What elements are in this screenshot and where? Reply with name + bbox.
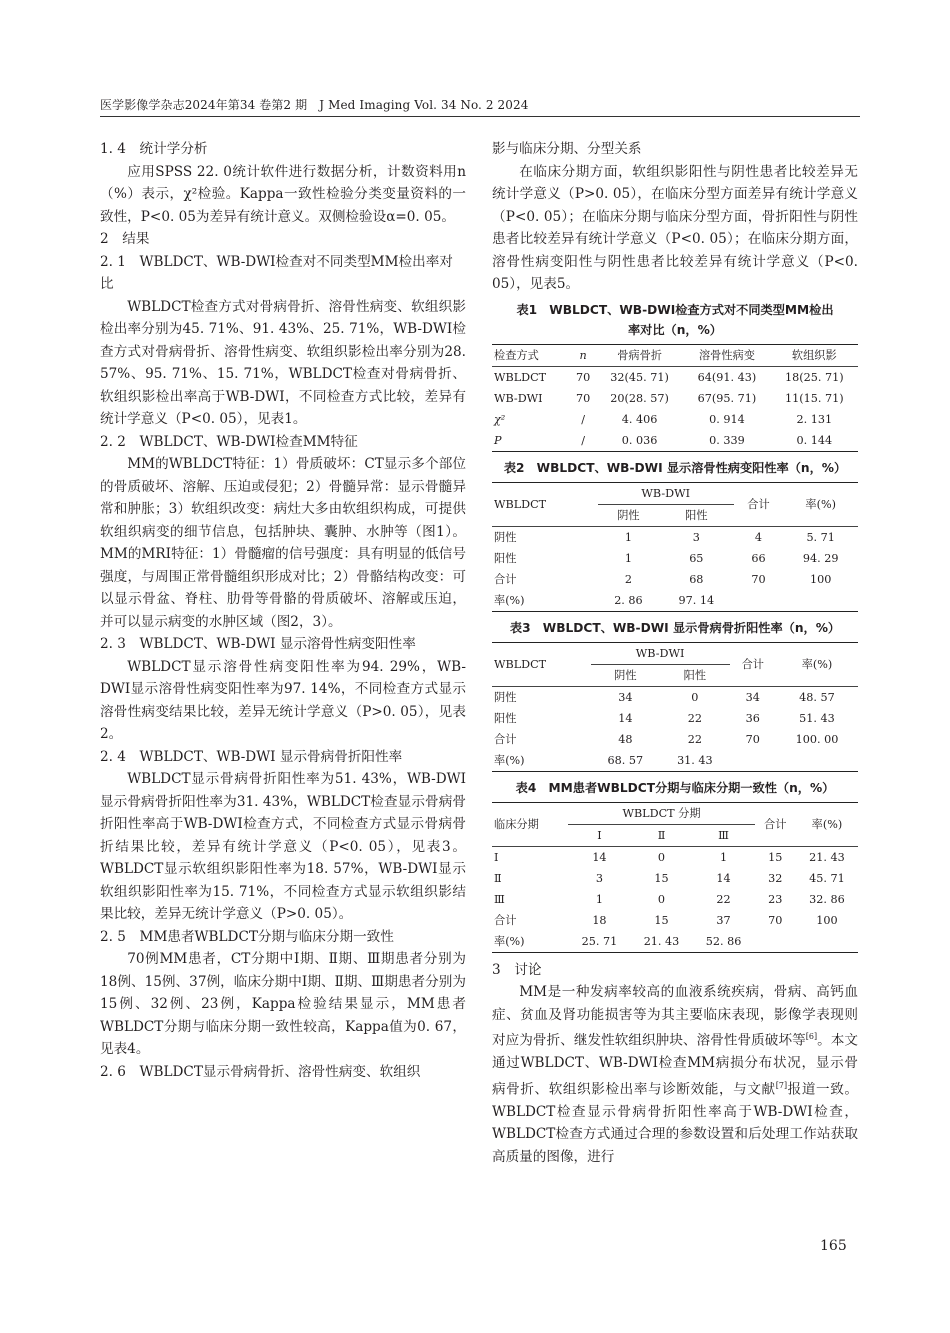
table-cell: 21. 43 <box>630 931 692 953</box>
table-row <box>492 931 858 953</box>
table1-caption <box>492 300 858 340</box>
table-cell: 68 <box>689 572 704 586</box>
table-cell: 21. 43 <box>809 850 845 864</box>
table-cell <box>734 590 784 612</box>
table-cell: Ⅰ <box>494 850 499 864</box>
table1-caption-line2: 率对比（n，%） <box>627 322 722 337</box>
table-cell: 率(%) <box>492 931 568 953</box>
table-cell: 2. 86 <box>598 590 659 612</box>
table3-header-sub: 阳性 <box>660 664 730 686</box>
table-cell: 25. 71 <box>568 931 630 953</box>
section-2-3-text: WBLDCT显示溶骨性病变阳性率为94. 29%，WB-DWI显示溶骨性病变阳性率为97. 14%，不同检查方式显示溶骨性病变结果比较，差异无统计学意义（P>0. 05），见表2。 <box>100 658 466 742</box>
table-cell: 70 <box>576 370 591 384</box>
table-cell: 阴性 <box>494 690 517 704</box>
table-cell: 68. 57 <box>591 750 661 772</box>
table-row <box>492 729 858 750</box>
table3 <box>492 642 858 772</box>
table2-header-cell: 率(%) <box>783 482 858 526</box>
table3-header-cell: 率(%) <box>776 642 858 686</box>
page-number: 165 <box>820 1238 847 1254</box>
table-cell: 合计 <box>494 732 517 746</box>
table-cell: 15 <box>654 913 669 927</box>
table4-header-sub: Ⅱ <box>630 824 692 846</box>
section-2-5-title: 2. 5 MM患者WBLDCT分期与临床分期一致性 <box>100 928 394 945</box>
table1-header-cell: 骨病骨折 <box>596 344 683 366</box>
section-1-4-title: 1. 4 统计学分析 <box>100 141 208 157</box>
table3-header-group: WB-DWI <box>591 642 730 664</box>
table-cell: WB-DWI <box>494 391 543 405</box>
table-cell: 52. 86 <box>693 931 755 953</box>
table-cell <box>776 750 858 772</box>
table-cell <box>730 750 776 772</box>
table-cell: 15 <box>654 871 669 885</box>
table-cell: 66 <box>751 551 766 565</box>
table-cell: 阴性 <box>494 530 517 544</box>
table-row <box>492 548 858 569</box>
table-cell: 率(%) <box>492 750 591 772</box>
table-cell: Ⅱ <box>494 871 502 885</box>
table-cell: 32(45. 71) <box>610 370 669 384</box>
table-cell: 34 <box>618 690 633 704</box>
section-2-2-text: MM的WBLDCT特征：1）骨质破坏：CT显示多个部位的骨质破坏、溶解、压迫或侵犯；2）骨髓异常：显示骨髓异常和肿胀；3）软组织改变：病灶大多由软组织构成，可提供软组织病变的细节信息，包括肿块、囊肿、水肿等（图1）。MM的MRI特征：1）骨髓瘤的信号强度：具有明显的低信号强度，与周围正常骨髓组织形成对比；2）骨骼结构改变：可以显示骨盆、脊柱、肋骨等骨骼的骨质破坏、溶解或压迫，并可以显示病变的水肿区域（图2，3）。 <box>100 456 466 630</box>
table-cell: WBLDCT <box>494 370 547 384</box>
table-cell: 0. 339 <box>683 430 770 452</box>
table-row <box>492 569 858 590</box>
table-cell: 0. 914 <box>709 412 745 426</box>
table-cell: 32. 86 <box>809 892 845 906</box>
table2 <box>492 482 858 612</box>
table-cell: 100 <box>816 913 838 927</box>
table-row <box>492 846 858 868</box>
table-cell: 64(91. 43) <box>697 370 757 384</box>
table-cell: 97. 14 <box>659 590 734 612</box>
table1 <box>492 344 858 452</box>
table-cell: 2. 131 <box>796 412 833 426</box>
table-cell: 合计 <box>494 913 517 927</box>
table-cell: 0 <box>657 892 666 906</box>
table-row <box>492 750 858 772</box>
table-row <box>492 708 858 729</box>
table-cell: 11(15. 71) <box>785 391 844 405</box>
reference-6: [6] <box>805 1032 818 1041</box>
table-cell: 70 <box>576 391 591 405</box>
table-cell: 70 <box>751 572 766 586</box>
table-cell: 65 <box>689 551 704 565</box>
table-row <box>492 430 858 452</box>
table1-caption-line1: 表1 WBLDCT、WB-DWI检查方式对不同类型MM检出 <box>516 302 834 317</box>
table-cell: 34 <box>745 690 760 704</box>
table-cell: 67(95. 71) <box>697 391 757 405</box>
table-cell: 阳性 <box>494 551 517 565</box>
table2-header-cell: WBLDCT <box>492 482 598 526</box>
table-cell: 1 <box>624 551 632 565</box>
table-cell: 14 <box>618 711 633 725</box>
table2-caption: 表2 WBLDCT、WB-DWI 显示溶骨性病变阳性率（n，%） <box>503 460 847 475</box>
table4-caption: 表4 MM患者WBLDCT分期与临床分期一致性（n，%） <box>515 780 835 795</box>
table-row <box>492 910 858 931</box>
table-cell: 5. 71 <box>806 530 835 544</box>
table-cell: 51. 43 <box>799 711 835 725</box>
table-cell: 15 <box>768 850 783 864</box>
table4-header-sub: Ⅲ <box>693 824 755 846</box>
table-cell: / <box>581 412 586 426</box>
table-cell <box>796 931 858 953</box>
table1-header-cell: 溶骨性病变 <box>683 344 770 366</box>
section-3-title: 3 讨论 <box>492 961 542 978</box>
table-cell <box>783 590 858 612</box>
table3-caption: 表3 WBLDCT、WB-DWI 显示骨病骨折阳性率（n，%） <box>509 620 841 635</box>
table2-header-cell: 合计 <box>734 482 784 526</box>
table-cell: 0 <box>691 690 699 704</box>
table-cell: 14 <box>716 871 731 885</box>
table4-header-sub: Ⅰ <box>568 824 630 846</box>
table1-header-cell: 检查方式 <box>492 344 570 366</box>
section-2-title: 2 结果 <box>100 231 150 247</box>
section-3-text-part2: 。本文通过WBLDCT、WB-DWI检查MM病损分布状况，显示骨病骨折、软组织影检出率与诊断效能，与文献 <box>492 1032 858 1098</box>
table-cell: 45. 71 <box>809 871 845 885</box>
table-cell: 0. 144 <box>771 430 858 452</box>
table-cell: 37 <box>716 913 731 927</box>
table-cell: 率(%) <box>492 590 598 612</box>
table-cell: 48. 57 <box>799 690 835 704</box>
header-rule <box>100 116 860 117</box>
table1-header-cell: n <box>570 344 595 366</box>
table-cell: 合计 <box>494 572 517 586</box>
table4-header-group: WBLDCT 分期 <box>568 802 754 824</box>
table-cell: 94. 29 <box>802 551 839 565</box>
reference-7: [7] <box>775 1080 788 1090</box>
table-cell: 4 <box>754 530 763 544</box>
table-cell: 0 <box>657 850 666 864</box>
table-cell: 100. 00 <box>795 732 839 746</box>
section-2-6-title-cont: 影与临床分期、分型关系 <box>492 141 642 157</box>
section-1-4-text: 应用SPSS 22. 0统计软件进行数据分析，计数资料用n（%）表示，χ²检验。Kappa一致性检验分类变量资料的一致性，P<0. 05为差异有统计意义。双侧检验设α=0. 05。 <box>100 163 466 225</box>
table-row <box>492 366 858 388</box>
table-cell: 18(25. 71) <box>785 370 844 384</box>
table-cell: P <box>492 430 570 452</box>
table-cell: 1 <box>719 850 728 864</box>
section-3-text-part1: MM是一种发病率较高的血液系统疾病，骨病、高钙血症、贫血及肾功能损害等为其主要临床表现，影像学表现则对应为骨折、继发性软组织肿块、溶骨性骨质破坏等 <box>492 984 858 1049</box>
table4 <box>492 802 858 953</box>
table-cell: 23 <box>768 892 783 906</box>
table-cell: Ⅲ <box>494 892 505 906</box>
section-2-6-title: 2. 6 WBLDCT显示骨病骨折、溶骨性病变、软组织 <box>100 1063 421 1080</box>
table-cell: 2 <box>624 572 632 586</box>
table-row <box>492 409 858 430</box>
table-cell: 14 <box>592 850 607 864</box>
table-cell: 31. 43 <box>660 750 730 772</box>
section-2-4-text: WBLDCT显示骨病骨折阳性率为51. 43%，WB-DWI显示骨病骨折阳性率为31. 43%，WBLDCT检查显示骨病骨折阳性率高于WB-DWI检查方式，不同检查方式显示骨病骨折结果比较，差异有统计学意义（P<0. 05），见表3。WBLDCT显示软组织影阳性率为18. 57%，WB-DWI显示软组织影阳性率为15. 71%，不同检查方式显示软组织影结果比较，差异无统计学意义（P>0. 05）。 <box>100 771 466 922</box>
right-column <box>492 138 858 1168</box>
table4-header-cell: 临床分期 <box>492 802 568 846</box>
table-cell <box>755 931 796 953</box>
table-row <box>492 526 858 548</box>
table-row <box>492 388 858 409</box>
table-cell: 70 <box>768 913 783 927</box>
table-cell: 阳性 <box>494 711 517 725</box>
table-row <box>492 686 858 708</box>
section-2-5-text: 70例MM患者，CT分期中Ⅰ期、Ⅱ期、Ⅲ期患者分别为18例、15例、37例，临床分期中Ⅰ期、Ⅱ期、Ⅲ期患者分别为15例、32例、23例，Kappa检验结果显示，MM患者WBLDCT分期与临床分期一致性较高，Kappa值为0. 67，见表4。 <box>100 951 466 1057</box>
section-3-text <box>492 981 858 1168</box>
running-header: 医学影像学杂志2024年第34 卷第2 期 J Med Imaging Vol. 34 No. 2 2024 <box>100 98 529 112</box>
table3-header-cell: WBLDCT <box>492 642 591 686</box>
table3-header-sub: 阴性 <box>591 664 661 686</box>
table-cell: 100 <box>810 572 832 586</box>
table-cell: 1 <box>595 892 603 906</box>
table2-header-sub: 阴性 <box>598 504 659 526</box>
section-2-6-text: 在临床分期方面，软组织影阳性与阴性患者比较差异无统计学意义（P>0. 05），在临床分型方面差异有统计学意义（P<0. 05）；在临床分期与临床分型方面，骨折阳性与阴性患者比较差异有统计学意义（P<0. 05）；在临床分期方面，溶骨性病变阳性与阴性患者比较差异有统计学意义（P<0. 05），见表5。 <box>492 163 858 292</box>
section-2-2-title: 2. 2 WBLDCT、WB-DWI检查MM特征 <box>100 433 358 450</box>
table-cell: 18 <box>592 913 607 927</box>
table3-header-cell: 合计 <box>730 642 776 686</box>
table-cell: 36 <box>745 711 760 725</box>
table4-header-cell: 合计 <box>755 802 796 846</box>
section-2-1-text: WBLDCT检查方式对骨病骨折、溶骨性病变、软组织影检出率分别为45. 71%、91. 43%、25. 71%，WB-DWI检查方式对骨病骨折、溶骨性病变、软组织影检出率分别为28. 57%、95. 71%、15. 71%，WBLDCT检查对骨病骨折、软组织影检出率高于WB-DWI，不同检查方式比较，差异有统计学意义（P<0. 05），见表1。 <box>100 298 466 427</box>
table2-header-sub: 阳性 <box>659 504 734 526</box>
table2-header-group: WB-DWI <box>598 482 734 504</box>
table-cell: 22 <box>716 892 731 906</box>
table-cell: 22 <box>687 732 702 746</box>
table4-header-cell: 率(%) <box>796 802 858 846</box>
table-cell: 4. 406 <box>621 412 658 426</box>
section-3-text-part3: 报道一致。WBLDCT检查显示骨病骨折阳性率高于WB-DWI检查，WBLDCT检查方式通过合理的参数设置和后处理工作站获取高质量的图像，进行 <box>492 1081 859 1165</box>
table-cell: 22 <box>687 711 702 725</box>
table-cell: 20(28. 57) <box>610 391 669 405</box>
table-cell: χ² <box>494 412 506 426</box>
table-cell: 1 <box>624 530 632 544</box>
table-row <box>492 889 858 910</box>
table-row <box>492 590 858 612</box>
table-cell: 3 <box>692 530 700 544</box>
table1-header-cell: 软组织影 <box>771 344 858 366</box>
table-cell: 70 <box>745 732 760 746</box>
section-2-4-title: 2. 4 WBLDCT、WB-DWI 显示骨病骨折阳性率 <box>100 748 403 765</box>
table-cell: 0. 036 <box>596 430 683 452</box>
section-2-3-title: 2. 3 WBLDCT、WB-DWI 显示溶骨性病变阳性率 <box>100 636 416 652</box>
left-column <box>100 138 466 1083</box>
section-2-1-title: 2. 1 WBLDCT、WB-DWI检查对不同类型MM检出率对比 <box>100 253 453 292</box>
table-cell: 48 <box>618 732 633 746</box>
table-cell: 3 <box>595 871 603 885</box>
table-row <box>492 868 858 889</box>
table-cell: / <box>570 430 595 452</box>
table-cell: 32 <box>768 871 783 885</box>
